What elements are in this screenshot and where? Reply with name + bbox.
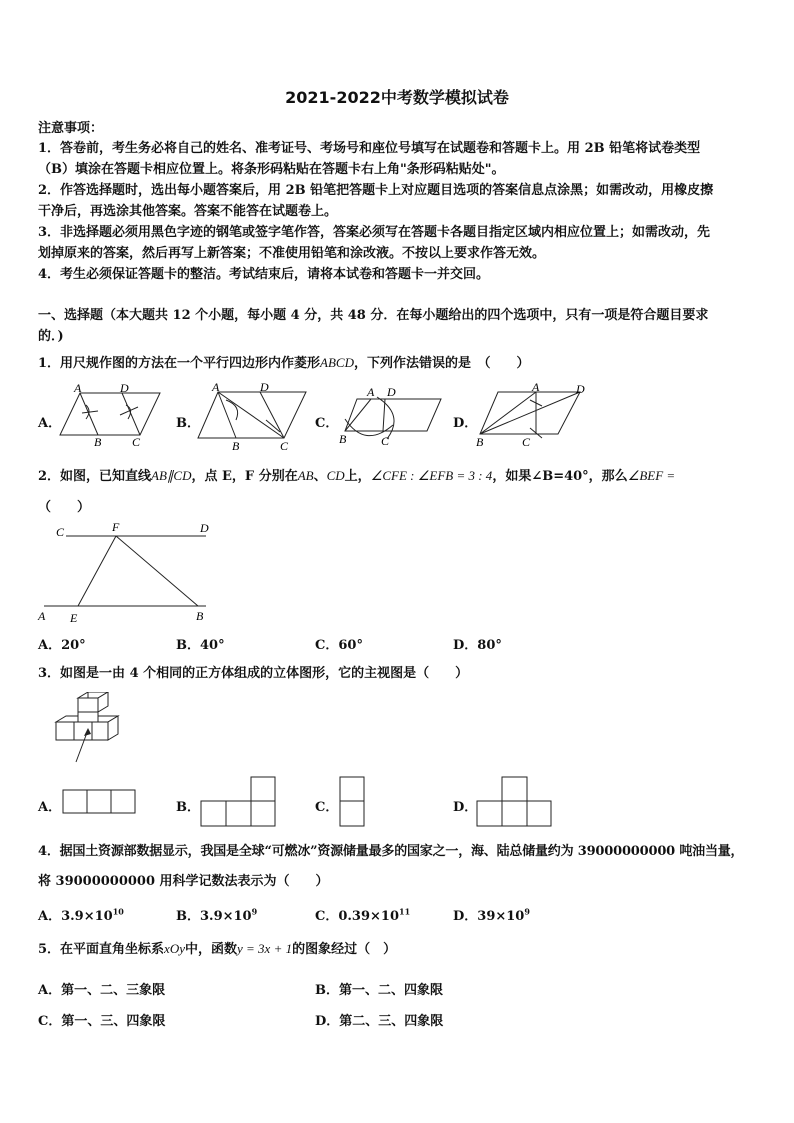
q4-option-a <box>38 905 124 924</box>
q2-stem-text: 2．如图，已知直线 <box>38 469 152 484</box>
q2-figure <box>36 518 216 628</box>
rhombus-side <box>345 399 371 431</box>
rhombus-side <box>480 392 536 434</box>
q1-option-b-label: B． <box>176 416 200 431</box>
q1-stem <box>38 355 530 372</box>
label-c: C <box>56 525 65 539</box>
parallelogram <box>60 393 160 435</box>
section-heading-cont: 的．) <box>38 329 64 344</box>
q2-stem-text: ，如果∠B=40°，那么 <box>492 469 628 484</box>
notice-line: 干净后，再选涂其他答案。答案不能答在试题卷上。 <box>38 204 338 219</box>
option-label: B． <box>176 909 200 924</box>
label-c: C <box>280 439 289 452</box>
q1-stem-text: 1．用尺规作图的方法在一个平行四边形内作菱形 <box>38 356 321 371</box>
q4-option-b <box>176 905 257 924</box>
label-b: B <box>94 435 102 448</box>
label-c: C <box>522 435 531 449</box>
notice-line: （B）填涂在答题卡相应位置上。将条形码粘贴在答题卡右上角"条形码粘贴处"。 <box>38 162 505 177</box>
notice-line: 1．答卷前，考生务必将自己的姓名、准考证号、考场号和座位号填写在试题卷和答题卡上。用 2B 铅笔将试卷类型 <box>38 141 701 156</box>
option-exp: 11 <box>399 906 411 917</box>
q5-option-a: A．第一、二、三象限 <box>38 983 166 998</box>
rhombus-side <box>218 392 236 438</box>
notice-heading: 注意事项： <box>38 121 104 136</box>
q2-math: CD <box>326 468 345 483</box>
option-exp: 9 <box>251 906 258 917</box>
diagonal <box>218 392 284 438</box>
q2-stem-text: ，点 E，F 分别在 <box>191 469 298 484</box>
option-base: 3.9×10 <box>200 909 252 924</box>
q3-solid-figure <box>52 692 124 764</box>
label-a: A <box>74 383 82 395</box>
q2-math: AB <box>297 468 314 483</box>
option-base: 3.9×10 <box>61 909 113 924</box>
label-d: D <box>260 380 269 394</box>
q1-figure-c <box>335 385 445 447</box>
q1-figure-b <box>196 380 311 452</box>
q3-figure-d <box>476 776 554 828</box>
q5-stem <box>38 941 396 958</box>
q2-option-a: A．20° <box>38 638 86 653</box>
label-c: C <box>132 435 141 448</box>
q1-figure-a <box>58 383 168 448</box>
notice-line: 2．作答选择题时，选出每小题答案后，用 2B 铅笔把答题卡上对应题目选项的答案信息点涂黑；如需改动，用橡皮擦 <box>38 183 714 198</box>
q1-figure-d <box>474 382 589 450</box>
q2-option-b: B．40° <box>176 638 225 653</box>
q4-option-d <box>453 905 530 924</box>
rhombus-side <box>383 399 385 431</box>
q5-stem-text: 中，函数 <box>184 942 237 957</box>
q2-stem-text: 上， <box>344 469 371 484</box>
q3-option-b-label: B． <box>176 800 200 815</box>
option-label: D． <box>453 909 478 924</box>
q2-stem-text: 、 <box>313 469 327 484</box>
q2-option-d: D．80° <box>453 638 502 653</box>
segment-fe <box>78 536 116 606</box>
label-a: A <box>367 385 375 399</box>
label-e: E <box>70 611 78 625</box>
label-d: D <box>120 383 129 395</box>
q5-option-b: B．第一、二、四象限 <box>315 983 443 998</box>
label-a: A <box>212 380 220 394</box>
q2-stem-paren: （ ） <box>38 500 91 515</box>
arc <box>82 411 98 413</box>
rhombus-side <box>122 393 140 435</box>
q2-math: ∠BEF = <box>627 468 676 483</box>
notice-line: 划掉原来的答案，然后再写上新答案；不准使用铅笔和涂改液。不按以上要求作答无效。 <box>38 246 546 261</box>
label-d: D <box>200 521 209 535</box>
q1-option-a-label: A． <box>38 416 62 431</box>
q3-figure-c <box>339 776 367 828</box>
label-a: A <box>38 609 46 623</box>
q3-option-d-label: D． <box>453 800 478 815</box>
q5-option-d: D．第二、三、四象限 <box>315 1014 444 1029</box>
option-label: C． <box>315 909 339 924</box>
label-d: D <box>576 382 585 396</box>
q5-stem-text: 的图象经过（ ） <box>292 942 397 957</box>
section-heading: 一、选择题（本大题共 12 个小题，每小题 4 分，共 48 分．在每小题给出的四个选项中，只有一项是符合题目要求 <box>38 308 709 323</box>
q5-math: y = 3x + 1 <box>237 941 293 956</box>
q4-stem: 4．据国土资源部数据显示，我国是全球“可燃冰”资源储量最多的国家之一，海、陆总储量约为 39000000000 吨油当量， <box>38 844 744 859</box>
option-label: A． <box>38 909 62 924</box>
page-title: 2021-2022中考数学模拟试卷 <box>285 88 509 107</box>
segment-fb <box>116 536 198 606</box>
option-exp: 10 <box>112 906 124 917</box>
label-f: F <box>112 520 120 534</box>
q4-option-c <box>315 905 410 924</box>
q1-option-c-label: C． <box>315 416 339 431</box>
label-a: A <box>532 382 540 394</box>
q2-stem <box>38 468 675 485</box>
rhombus-side <box>260 392 284 438</box>
option-base: 0.39×10 <box>338 909 400 924</box>
q3-option-c-label: C． <box>315 800 339 815</box>
q2-option-c: C．60° <box>315 638 363 653</box>
label-c: C <box>381 434 390 447</box>
q3-figure-a <box>62 789 138 815</box>
q3-option-a-label: A． <box>38 800 62 815</box>
parallelogram <box>198 392 306 438</box>
label-b: B <box>232 439 240 452</box>
q1-stem-tail: ，下列作法错误的是 （ ） <box>354 356 530 371</box>
label-b: B <box>339 432 347 446</box>
arc <box>377 397 394 439</box>
q2-math: AB∥CD <box>151 468 192 483</box>
q5-option-c: C．第一、三、四象限 <box>38 1014 166 1029</box>
q3-figure-b <box>200 776 278 828</box>
q3-stem: 3．如图是一由 4 个相同的正方体组成的立体图形，它的主视图是（ ） <box>38 666 469 681</box>
label-b: B <box>476 435 484 449</box>
option-exp: 9 <box>524 906 530 917</box>
q4-stem-cont: 将 39000000000 用科学记数法表示为（ ） <box>38 874 329 889</box>
notice-line: 3．非选择题必须用黑色字迹的钢笔或签字笔作答，答案必须写在答题卡各题目指定区域内相应位置上；如需改动，先 <box>38 225 711 240</box>
label-d: D <box>387 385 396 399</box>
q2-math: ∠CFE : ∠EFB = 3 : 4 <box>370 468 493 483</box>
q1-option-d-label: D． <box>453 416 478 431</box>
option-base: 39×10 <box>477 909 525 924</box>
q5-math: xOy <box>164 941 185 956</box>
q5-stem-text: 5．在平面直角坐标系 <box>38 942 165 957</box>
notice-line: 4．考生必须保证答题卡的整洁。考试结束后，请将本试卷和答题卡一并交回。 <box>38 267 490 282</box>
label-b: B <box>196 609 204 623</box>
q1-stem-math: ABCD <box>320 355 354 370</box>
